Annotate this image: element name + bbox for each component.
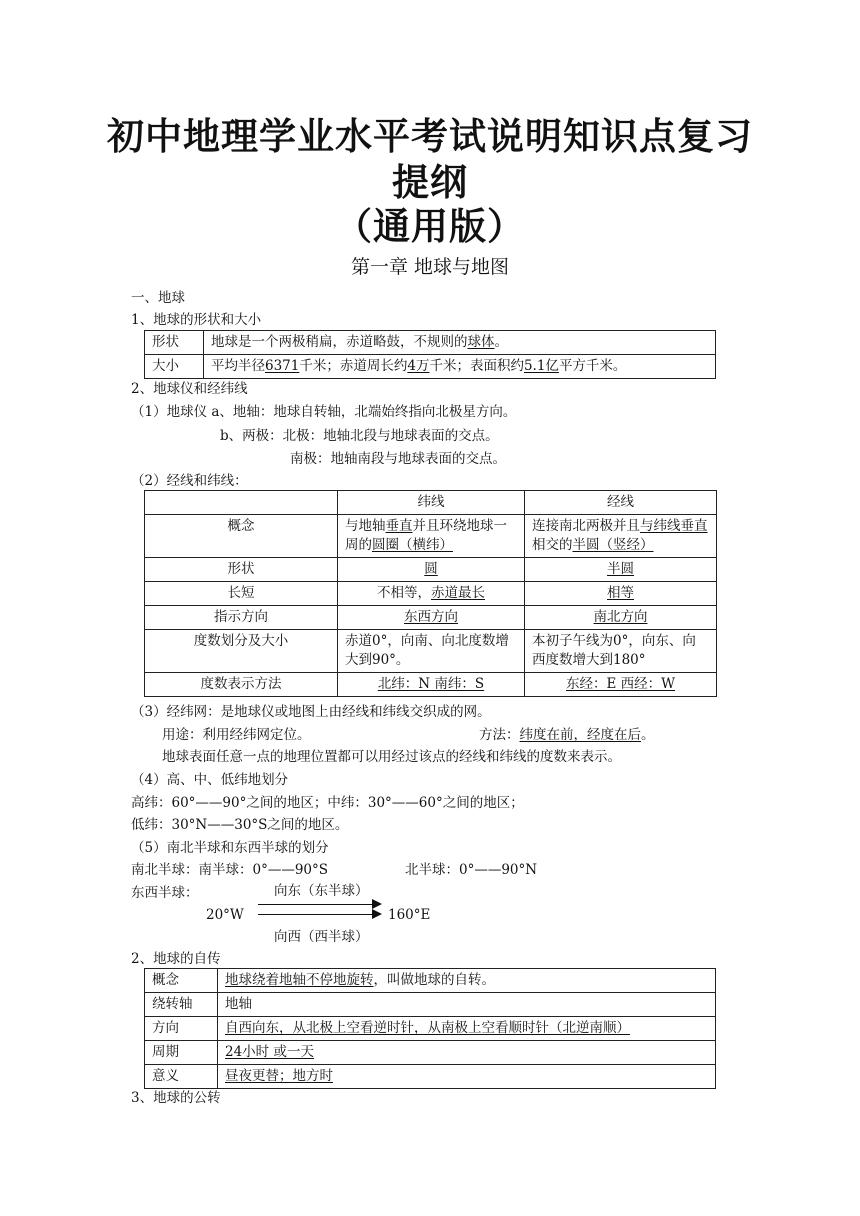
header-latitude: 纬线 [338, 491, 525, 515]
text-line: 地球表面任意一点的地理位置都可以用经过该点的经线和纬线的度数来表示。 [162, 749, 621, 765]
table-row [145, 355, 716, 379]
text-line: 方法：纬度在前，经度在后。 [479, 727, 655, 743]
text-line: 高纬：60°——90°之间的地区；中纬：30°——60°之间的地区； [131, 795, 524, 811]
row-label: 绕转轴 [145, 993, 218, 1017]
latitude-cell: 与地轴垂直并且环绕地球一周的圆圈（横纬） [338, 515, 525, 558]
row-value: 24小时 或一天 [218, 1041, 716, 1065]
subsection-heading: 3、地球的公转 [131, 1090, 221, 1106]
text-line: b、两极：北极：地轴北段与地球表面的交点。 [220, 428, 499, 444]
row-label: 度数划分及大小 [145, 630, 338, 673]
rotation-table [144, 968, 716, 1089]
text-line: 南极：地轴南段与地球表面的交点。 [290, 451, 506, 467]
longitude-cell: 东经：E 西经：W [525, 673, 717, 697]
chapter-heading: 第一章 地球与地图 [350, 256, 510, 278]
subsection-heading: 2、地球的自传 [131, 951, 221, 967]
row-value: 昼夜更替；地方时 [218, 1065, 716, 1089]
text-line: （4）高、中、低纬地划分 [131, 772, 289, 788]
table-row [145, 331, 716, 355]
table-row [145, 515, 717, 558]
latitude-cell: 不相等，赤道最长 [338, 582, 525, 606]
longitude-cell: 南北方向 [525, 606, 717, 630]
east-arrow-icon [258, 904, 380, 905]
text-line: 用途：利用经纬网定位。 [162, 727, 311, 743]
latitude-longitude-table [144, 490, 717, 697]
latitude-cell: 圆 [338, 558, 525, 582]
text-line: （3）经纬网：是地球仪或地图上由经线和纬线交织成的网。 [131, 704, 491, 720]
table-row [145, 1017, 716, 1041]
section-heading: 一、地球 [131, 290, 185, 306]
west-label: 向西（西半球） [274, 929, 369, 945]
row-label: 形状 [145, 331, 204, 355]
subsection-heading: 1、地球的形状和大小 [131, 312, 262, 328]
east-arrow-icon [258, 914, 380, 915]
table-row [145, 969, 716, 993]
row-label: 大小 [145, 355, 204, 379]
table-row [145, 491, 717, 515]
longitude-cell: 本初子午线为0°，向东、向西度数增大到180° [525, 630, 717, 673]
latitude-cell: 东西方向 [338, 606, 525, 630]
table-row [145, 673, 717, 697]
row-label: 周期 [145, 1041, 218, 1065]
latitude-cell: 赤道0°，向南、向北度数增大到90°。 [338, 630, 525, 673]
row-label: 方向 [145, 1017, 218, 1041]
header-longitude: 经线 [525, 491, 717, 515]
table-row [145, 1041, 716, 1065]
text-line: 北半球：0°——90°N [405, 862, 538, 878]
row-label: 长短 [145, 582, 338, 606]
text-line: （1）地球仪 a、地轴：地球自转轴，北端始终指向北极星方向。 [131, 404, 517, 420]
west-degree-label: 20°W [206, 907, 244, 923]
title-line-3: （通用版） [335, 204, 525, 248]
longitude-cell: 连接南北两极并且与纬线垂直相交的半圆（竖经） [525, 515, 717, 558]
row-value: 地轴 [218, 993, 716, 1017]
east-label: 向东（东半球） [274, 883, 369, 899]
row-value: 平均半径6371千米；赤道周长约4万千米；表面积约5.1亿平方千米。 [204, 355, 716, 379]
row-label: 指示方向 [145, 606, 338, 630]
table-row [145, 558, 717, 582]
table-row [145, 582, 717, 606]
title-line-1: 初中地理学业水平考试说明知识点复习 [107, 114, 753, 158]
row-value: 自西向东，从北极上空看逆时针，从南极上空看顺时针（北逆南顺） [218, 1017, 716, 1041]
table-row [145, 993, 716, 1017]
row-label: 度数表示方法 [145, 673, 338, 697]
table-row [145, 606, 717, 630]
title-line-2: 提纲 [392, 160, 468, 204]
longitude-cell: 半圆 [525, 558, 717, 582]
text-line: （5）南北半球和东西半球的划分 [131, 840, 329, 856]
row-value: 地球绕着地轴不停地旋转，叫做地球的自转。 [218, 969, 716, 993]
table-row [145, 630, 717, 673]
table-row [145, 1065, 716, 1089]
text-line: 南北半球：南半球：0°——90°S [131, 862, 329, 878]
row-label: 概念 [145, 969, 218, 993]
longitude-cell: 相等 [525, 582, 717, 606]
east-degree-label: 160°E [388, 907, 431, 923]
text-line: 东西半球： [131, 885, 199, 901]
text-line: （2）经线和纬线： [131, 473, 248, 489]
text-line: 低纬：30°N——30°S之间的地区。 [131, 817, 349, 833]
shape-size-table [144, 330, 716, 379]
latitude-cell: 北纬：N 南纬：S [338, 673, 525, 697]
subsection-heading: 2、地球仪和经纬线 [131, 381, 248, 397]
row-value: 地球是一个两极稍扁，赤道略鼓，不规则的球体。 [204, 331, 716, 355]
row-label: 意义 [145, 1065, 218, 1089]
row-label: 概念 [145, 515, 338, 558]
row-label: 形状 [145, 558, 338, 582]
